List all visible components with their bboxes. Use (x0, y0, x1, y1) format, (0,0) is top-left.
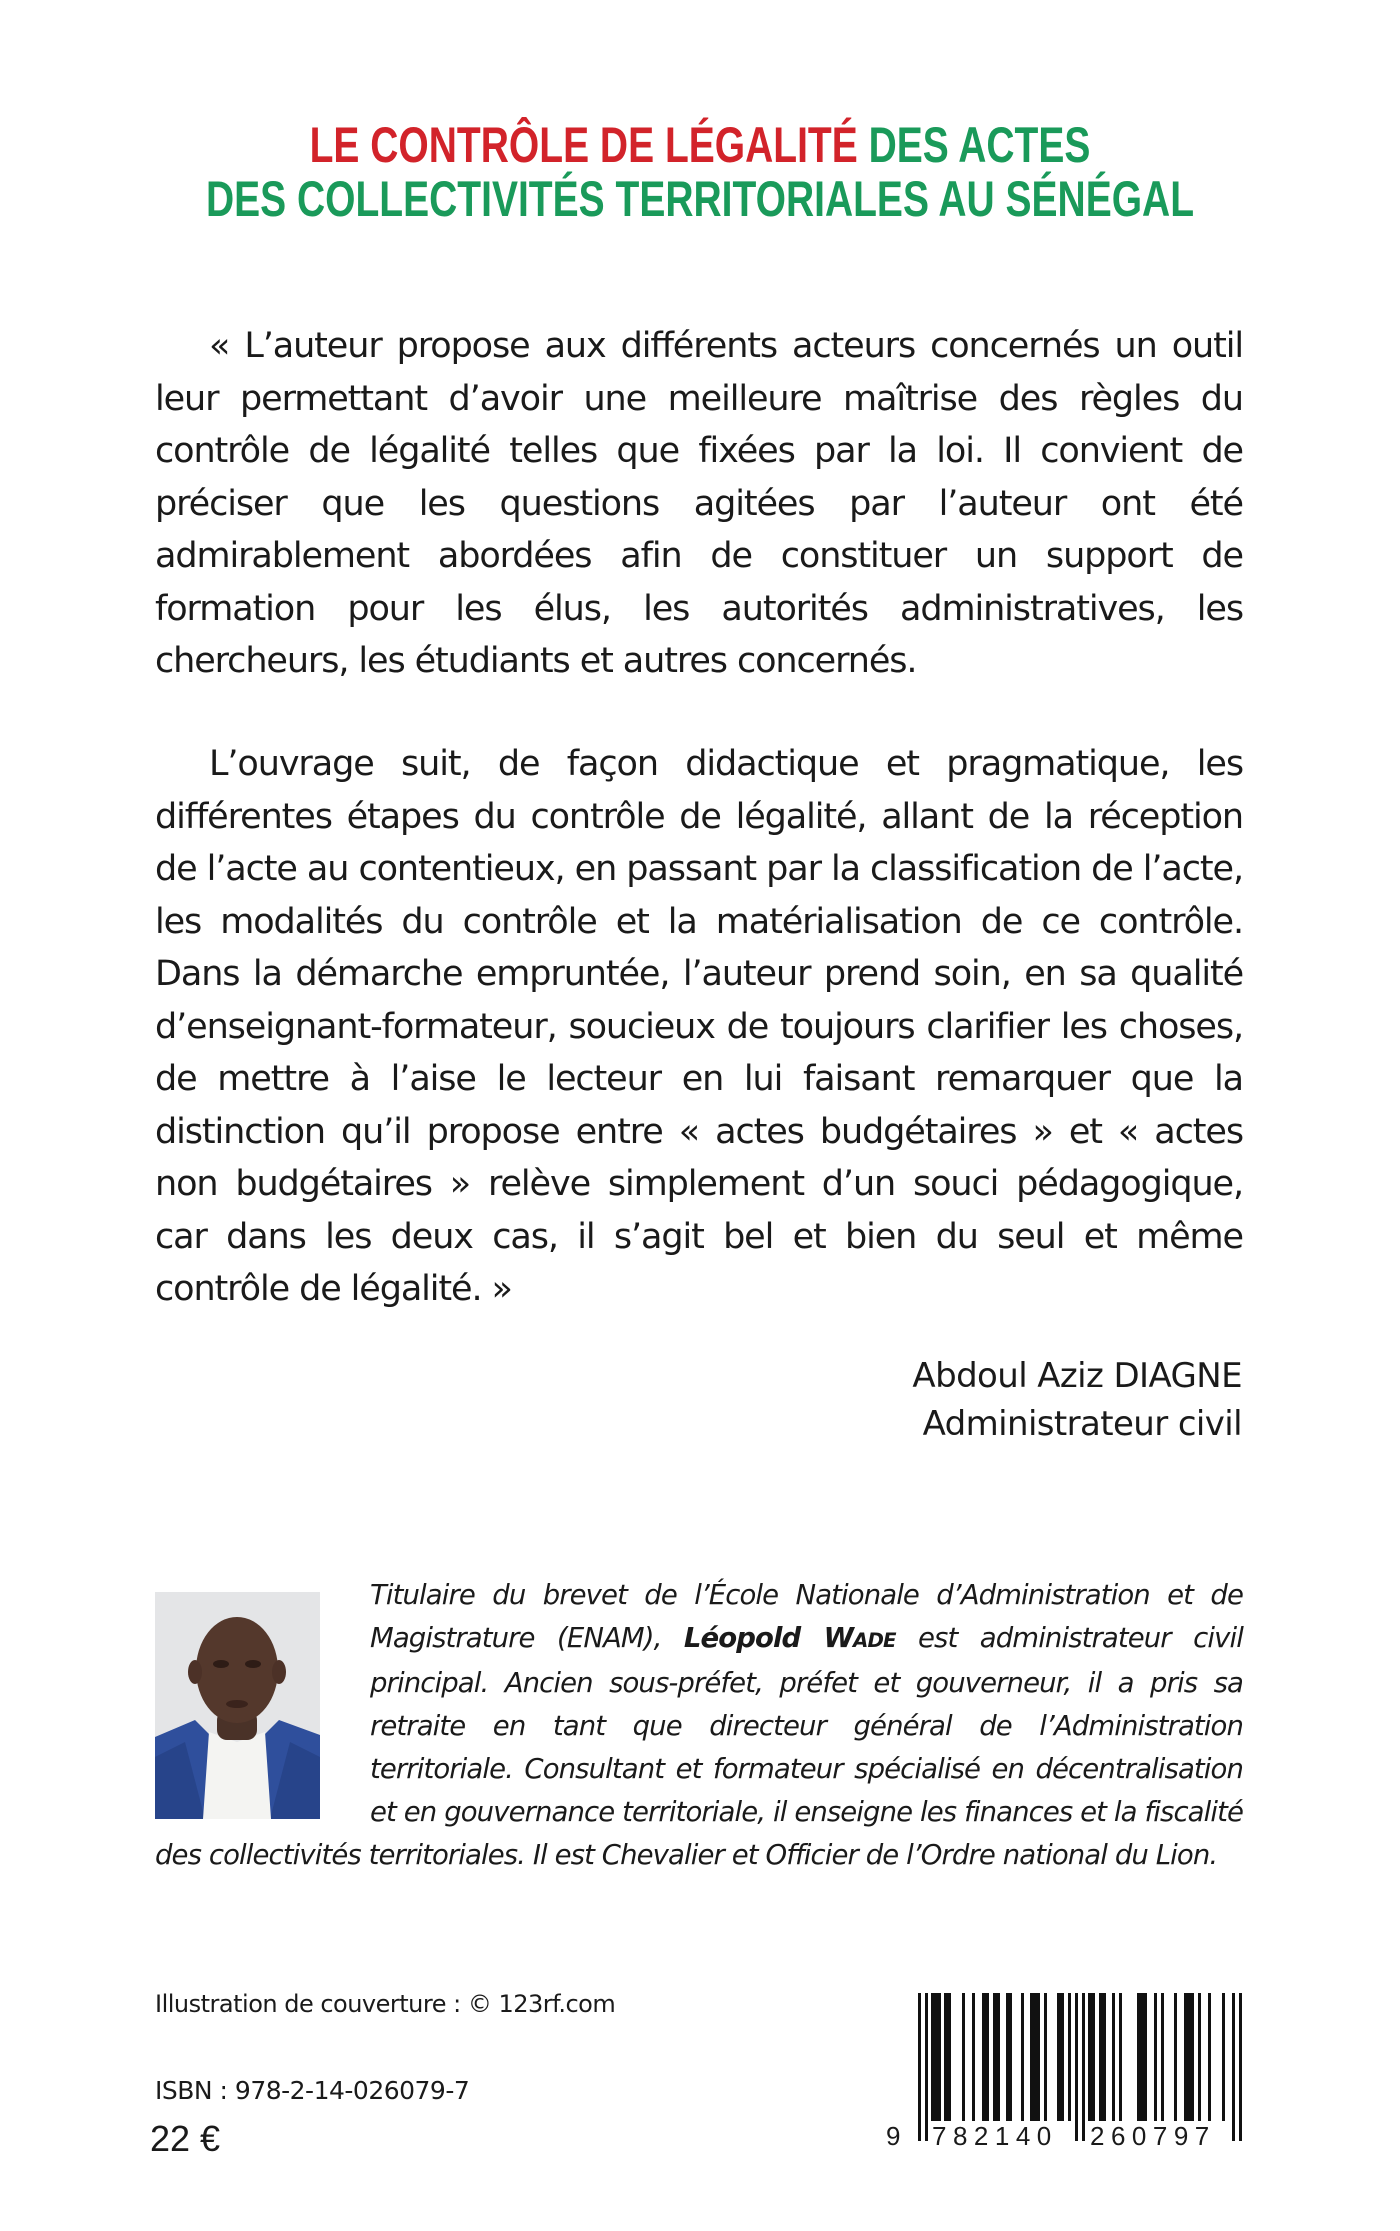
quote-paragraph-1 (155, 320, 1243, 688)
cover-illustration-credit: Illustration de couverture : © 123rf.com (155, 1990, 616, 2018)
author-bio (155, 1574, 1243, 1877)
book-title-line-1 (154, 117, 1246, 173)
quote-signature-role: Administrateur civil (922, 1404, 1242, 1444)
barcode-digit-first: 9 (886, 2121, 903, 2151)
author-name-first: Léopold W (683, 1622, 854, 1654)
title-green-part: DES ACTES (868, 117, 1091, 173)
bio-text-before-name: Titulaire du brevet de l’École Nationale d’Administration et de Magistrature (ENAM), (370, 1579, 1243, 1654)
quote-paragraph-2 (155, 738, 1243, 1316)
photo-wrap-spacer (155, 1574, 370, 1832)
barcode-digits-left: 782140 (932, 2121, 1058, 2151)
author-name-smallcaps: ADE (853, 1629, 896, 1652)
book-title-line-2: DES COLLECTIVITÉS TERRITORIALES AU SÉNÉGAL (205, 171, 1195, 227)
quote-paragraph-2-text: L’ouvrage suit, de façon didactique et pragmatique, les différentes étapes du contrôle de légalité, allant de la réception de l’acte au contentieux, en passant par la classification de l’acte, les modalités du contrôle et la matérialisation de ce contrôle. Dans la démarche empruntée, l’auteur prend soin, en sa qualité d’enseignant-formateur, soucieux de toujours clarifier les choses, de mettre à l’aise le lecteur en lui faisant remarquer que la distinction qu’il propose entre « actes budgétaires » et « actes non budgétaires » relève simplement d’un souci pédagogique, car dans les deux cas, il s’agit bel et bien du seul et même contrôle de légalité. » (155, 744, 1243, 1309)
author-name (684, 1622, 896, 1654)
quote-signature-name: Abdoul Aziz DIAGNE (912, 1356, 1242, 1396)
bio-text-after-name: est administrateur civil principal. Ancien sous-préfet, préfet et gouverneur, il a pris sa retraite en tant que directeur général de l’Administration territoriale. Consultant et formateur spécialisé en décentralisation et en gouvernance territoriale, il enseigne les finances et la fiscalité des collectivités territoriales. Il est Chevalier et Officier de l’Ordre national du Lion. (155, 1622, 1243, 1871)
isbn-number: ISBN : 978-2-14-026079-7 (155, 2076, 470, 2105)
title-red-part: LE CONTRÔLE DE LÉGALITÉ (309, 117, 858, 173)
quote-paragraph-1-text: « L’auteur propose aux différents acteurs concernés un outil leur permettant d’avoir une meilleure maîtrise des règles du contrôle de légalité telles que fixées par la loi. Il convient de préciser que les questions agitées par l’auteur ont été admirablement abordées afin de constituer un support de formation pour les élus, les autorités administratives, les chercheurs, les étudiants et autres concernés. (155, 326, 1243, 681)
isbn-barcode (882, 1990, 1262, 2170)
barcode-digits-right: 260797 (1090, 2121, 1216, 2151)
price: 22 € (150, 2118, 221, 2159)
